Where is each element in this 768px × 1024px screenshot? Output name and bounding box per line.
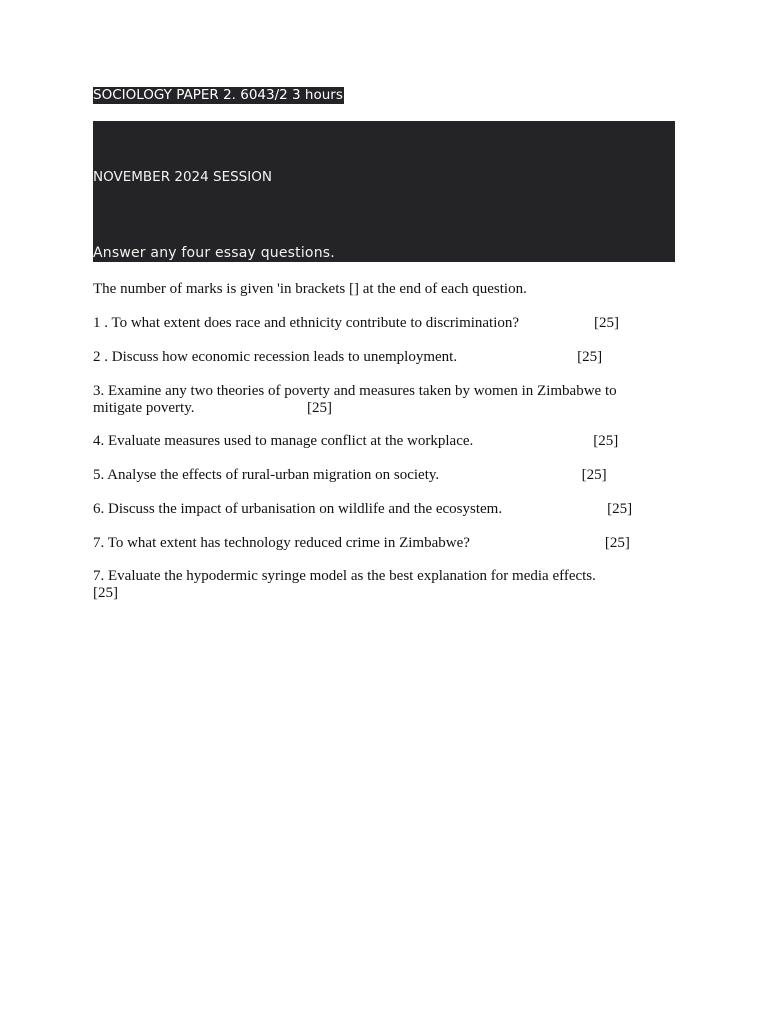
marks-note: The number of marks is given 'in brackets [] at the end of each question. bbox=[93, 281, 527, 297]
question-2: 2 . Discuss how economic recession leads to unemployment. [25] bbox=[93, 349, 603, 365]
question-5: 5. Analyse the effects of rural-urban migration on society. [25] bbox=[93, 467, 607, 483]
session-banner bbox=[93, 121, 675, 262]
question-7: 7. To what extent has technology reduced crime in Zimbabwe? [25] bbox=[93, 535, 630, 551]
question-4: 4. Evaluate measures used to manage conflict at the workplace. [25] bbox=[93, 433, 619, 449]
question-8-marks: [25] bbox=[93, 585, 118, 601]
instruction-text: Answer any four essay questions. bbox=[93, 245, 335, 261]
question-3-continuation: mitigate poverty. [25] bbox=[93, 400, 332, 416]
session-label: NOVEMBER 2024 SESSION bbox=[93, 169, 272, 185]
question-3: 3. Examine any two theories of poverty and measures taken by women in Zimbabwe to bbox=[93, 383, 617, 399]
question-1: 1 . To what extent does race and ethnicity contribute to discrimination? [25] bbox=[93, 315, 620, 331]
paper-title: SOCIOLOGY PAPER 2. 6043/2 3 hours bbox=[93, 87, 343, 103]
question-8: 7. Evaluate the hypodermic syringe model as the best explanation for media effects. bbox=[93, 568, 596, 584]
question-6: 6. Discuss the impact of urbanisation on wildlife and the ecosystem. [25] bbox=[93, 501, 633, 517]
